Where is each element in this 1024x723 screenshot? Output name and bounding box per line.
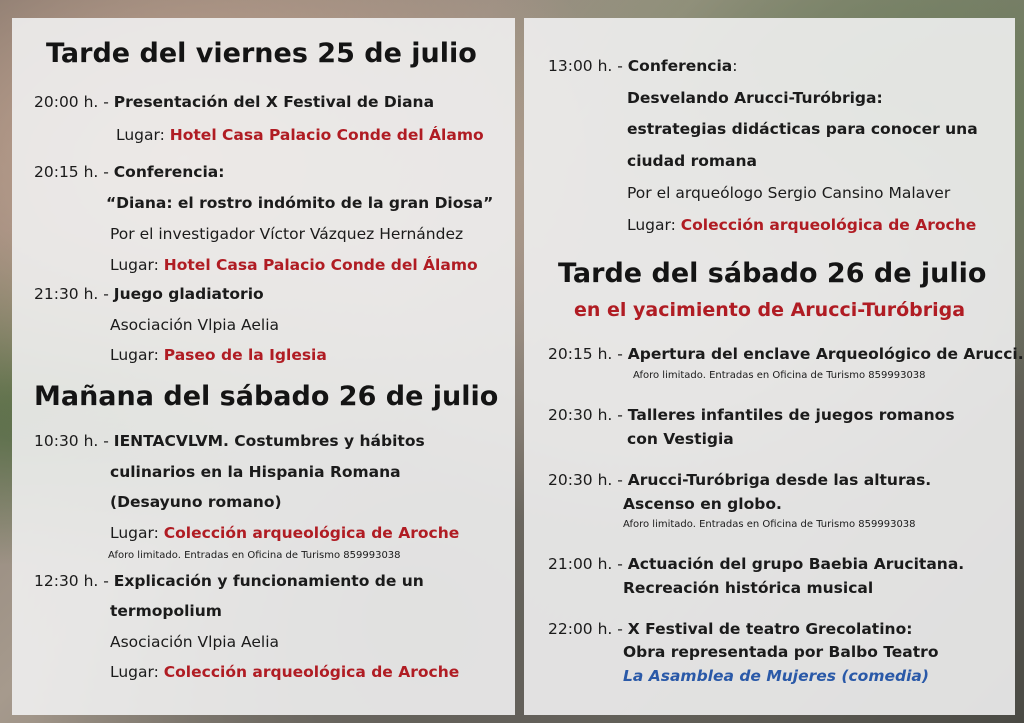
event-location [110,662,459,682]
heading-tarde-sabado: Tarde del sábado 26 de julio [558,258,987,289]
event-conferencia-diana [34,162,224,182]
event-subtitle: estrategias didácticas para conocer una [627,120,978,138]
left-program-panel [12,18,515,715]
event-ascenso-globo [548,470,931,490]
location-name: Colección arqueológica de Aroche [163,524,460,542]
event-time: 21:30 h. - [34,285,114,303]
location-label: Lugar: [110,663,164,681]
location-label: Lugar: [110,346,164,364]
event-title-colon: : [732,57,738,75]
location-name: Colección arqueológica de Aroche [163,663,460,681]
heading-tarde-viernes: Tarde del viernes 25 de julio [46,38,477,69]
event-time: 20:00 h. - [34,93,114,111]
capacity-note: Aforo limitado. Entradas en Oficina de Turismo 859993038 [623,519,916,530]
event-apertura-enclave [548,344,1024,364]
event-location [110,523,459,543]
event-organizer: Asociación Vlpia Aelia [110,316,280,334]
event-title-line: culinarios en la Hispania Romana [110,463,401,481]
event-title: Apertura del enclave Arqueológico de Arucci. [627,345,1024,363]
event-subtitle: “Diana: el rostro indómito de la gran Diosa” [106,194,494,212]
event-time: 21:00 h. - [548,555,628,573]
event-title: Talleres infantiles de juegos romanos [627,406,955,424]
event-juego-gladiatorio [34,284,264,304]
location-name: Colección arqueológica de Aroche [680,216,977,234]
event-title: Conferencia: [113,163,225,181]
event-location [627,215,976,235]
event-location [110,255,478,275]
event-title-line: Recreación histórica musical [623,579,874,597]
event-ientacvlvm [34,431,425,451]
event-title: Presentación del X Festival de Diana [113,93,435,111]
capacity-note: Aforo limitado. Entradas en Oficina de Turismo 859993038 [108,550,401,561]
location-label: Lugar: [627,216,681,234]
event-termopolium [34,571,424,591]
event-time: 20:30 h. - [548,406,628,424]
event-title: IENTACVLVM. Costumbres y hábitos [113,432,425,450]
event-title: Actuación del grupo Baebia Arucitana. [627,555,965,573]
event-presentacion [34,92,434,112]
event-speaker: Por el arqueólogo Sergio Cansino Malaver [627,184,951,202]
event-title: X Festival de teatro Grecolatino: [627,620,913,638]
event-location [116,125,484,145]
event-organizer: Asociación Vlpia Aelia [110,633,280,651]
location-label: Lugar: [110,256,164,274]
event-title-line: Obra representada por Balbo Teatro [623,643,939,661]
play-title: La Asamblea de Mujeres (comedia) [623,667,929,685]
capacity-note: Aforo limitado. Entradas en Oficina de Turismo 859993038 [633,370,926,381]
event-title-line: (Desayuno romano) [110,493,282,511]
event-festival-teatro [548,619,912,639]
event-time: 13:00 h. - [548,57,628,75]
event-title: Explicación y funcionamiento de un [113,572,424,590]
event-title-line: Ascenso en globo. [623,495,782,513]
location-name: Paseo de la Iglesia [163,346,327,364]
event-time: 10:30 h. - [34,432,114,450]
heading-yacimiento: en el yacimiento de Arucci-Turóbriga [574,299,966,321]
event-title: Arucci-Turóbriga desde las alturas. [627,471,932,489]
event-time: 12:30 h. - [34,572,114,590]
event-time: 20:15 h. - [34,163,114,181]
event-title: Juego gladiatorio [113,285,264,303]
event-baebia-arucitana [548,554,964,574]
event-time: 22:00 h. - [548,620,628,638]
event-title-line: termopolium [110,602,222,620]
location-name: Hotel Casa Palacio Conde del Álamo [163,256,478,274]
event-title-line: con Vestigia [627,430,734,448]
event-conferencia-arucci [548,56,738,76]
event-subtitle: Desvelando Arucci-Turóbriga: [627,89,883,107]
location-label: Lugar: [110,524,164,542]
event-time: 20:15 h. - [548,345,628,363]
location-name: Hotel Casa Palacio Conde del Álamo [169,126,484,144]
location-label: Lugar: [116,126,170,144]
event-speaker: Por el investigador Víctor Vázquez Hernández [110,225,464,243]
event-location [110,345,327,365]
event-title: Conferencia [627,57,733,75]
event-time: 20:30 h. - [548,471,628,489]
heading-manana-sabado: Mañana del sábado 26 de julio [34,381,499,412]
event-subtitle: ciudad romana [627,152,757,170]
event-talleres-infantiles [548,405,955,425]
